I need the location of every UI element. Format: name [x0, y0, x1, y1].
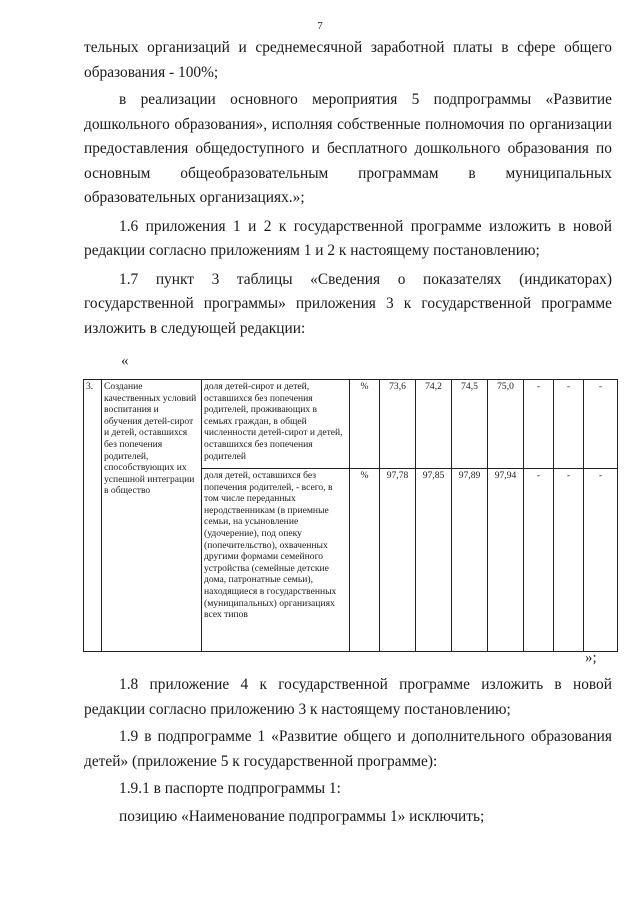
unit-cell: %: [350, 380, 380, 469]
value-cell: -: [524, 469, 554, 652]
indicator-cell: доля детей, оставшихся без попечения родителей, - всего, в том числе переданных неродственникам (в приемные семьи, на усыновление (удочерение), под опеку (попечительство), охваченных другими формами семейного устройства (семейные детские дома, патронатные семьи), находящиеся в государственных (муниципальных) организациях всех типов: [202, 469, 350, 652]
value-cell: 74,2: [416, 380, 452, 469]
page-number: 7: [317, 20, 323, 32]
closing-quote: »;: [585, 650, 597, 666]
paragraph-8: позицию «Наименование подпрограммы 1» исключить;: [119, 807, 485, 825]
paragraph-2: в реализации основного мероприятия 5 подпрограммы «Развитие дошкольного образования», исполняя собственные полномочия по организации предоставления общедоступного и бесплатного дошкольного образования по основным общеобразовательным программам в муниципальных образовательных организациях.»;: [84, 91, 612, 206]
value-cell: 74,5: [452, 380, 488, 469]
value-cell: 75,0: [488, 380, 524, 469]
value-cell: 97,78: [380, 469, 416, 652]
opening-quote: «: [121, 353, 129, 369]
indicator-cell: доля детей-сирот и детей, оставшихся без попечения родителей, проживающих в семьях граждан, в общей численности детей-сирот и детей, оставшихся без попечения родителей: [202, 380, 350, 469]
value-cell: 73,6: [380, 380, 416, 469]
value-cell: -: [554, 380, 584, 469]
value-cell: 97,85: [416, 469, 452, 652]
paragraph-4: 1.7 пункт 3 таблицы «Сведения о показателях (индикаторах) государственной программы» приложения 3 к государственной программе изложить в следующей редакции:: [84, 270, 612, 337]
value-cell: -: [524, 380, 554, 469]
table-row: [84, 380, 618, 469]
paragraph-6: 1.9 в подпрограмме 1 «Развитие общего и дополнительного образования детей» (приложение 5 к государственной программе):: [84, 728, 612, 770]
indicators-table: [83, 379, 618, 652]
body-text-top: [84, 36, 612, 341]
paragraph-3: 1.6 приложения 1 и 2 к государственной программе изложить в новой редакции согласно приложениям 1 и 2 к настоящему постановлению;: [84, 217, 612, 259]
paragraph-7: 1.9.1 в паспорте подпрограммы 1:: [119, 780, 341, 797]
paragraph-5: 1.8 приложение 4 к государственной программе изложить в новой редакции согласно приложению 3 к настоящему постановлению;: [84, 676, 612, 718]
unit-cell: %: [350, 469, 380, 652]
row-number-cell: 3.: [84, 380, 102, 652]
value-cell: 97,89: [452, 469, 488, 652]
goal-cell: Создание качественных условий воспитания и обучения детей-сирот и детей, оставшихся без попечения родителей, способствующих их успешной интеграции в общество: [102, 380, 202, 652]
value-cell: -: [554, 469, 584, 652]
value-cell: -: [584, 469, 618, 652]
body-text-bottom: [84, 673, 612, 829]
value-cell: 97,94: [488, 469, 524, 652]
value-cell: -: [584, 380, 618, 469]
paragraph-1: тельных организаций и среднемесячной заработной платы в сфере общего образования - 100%;: [84, 39, 612, 81]
